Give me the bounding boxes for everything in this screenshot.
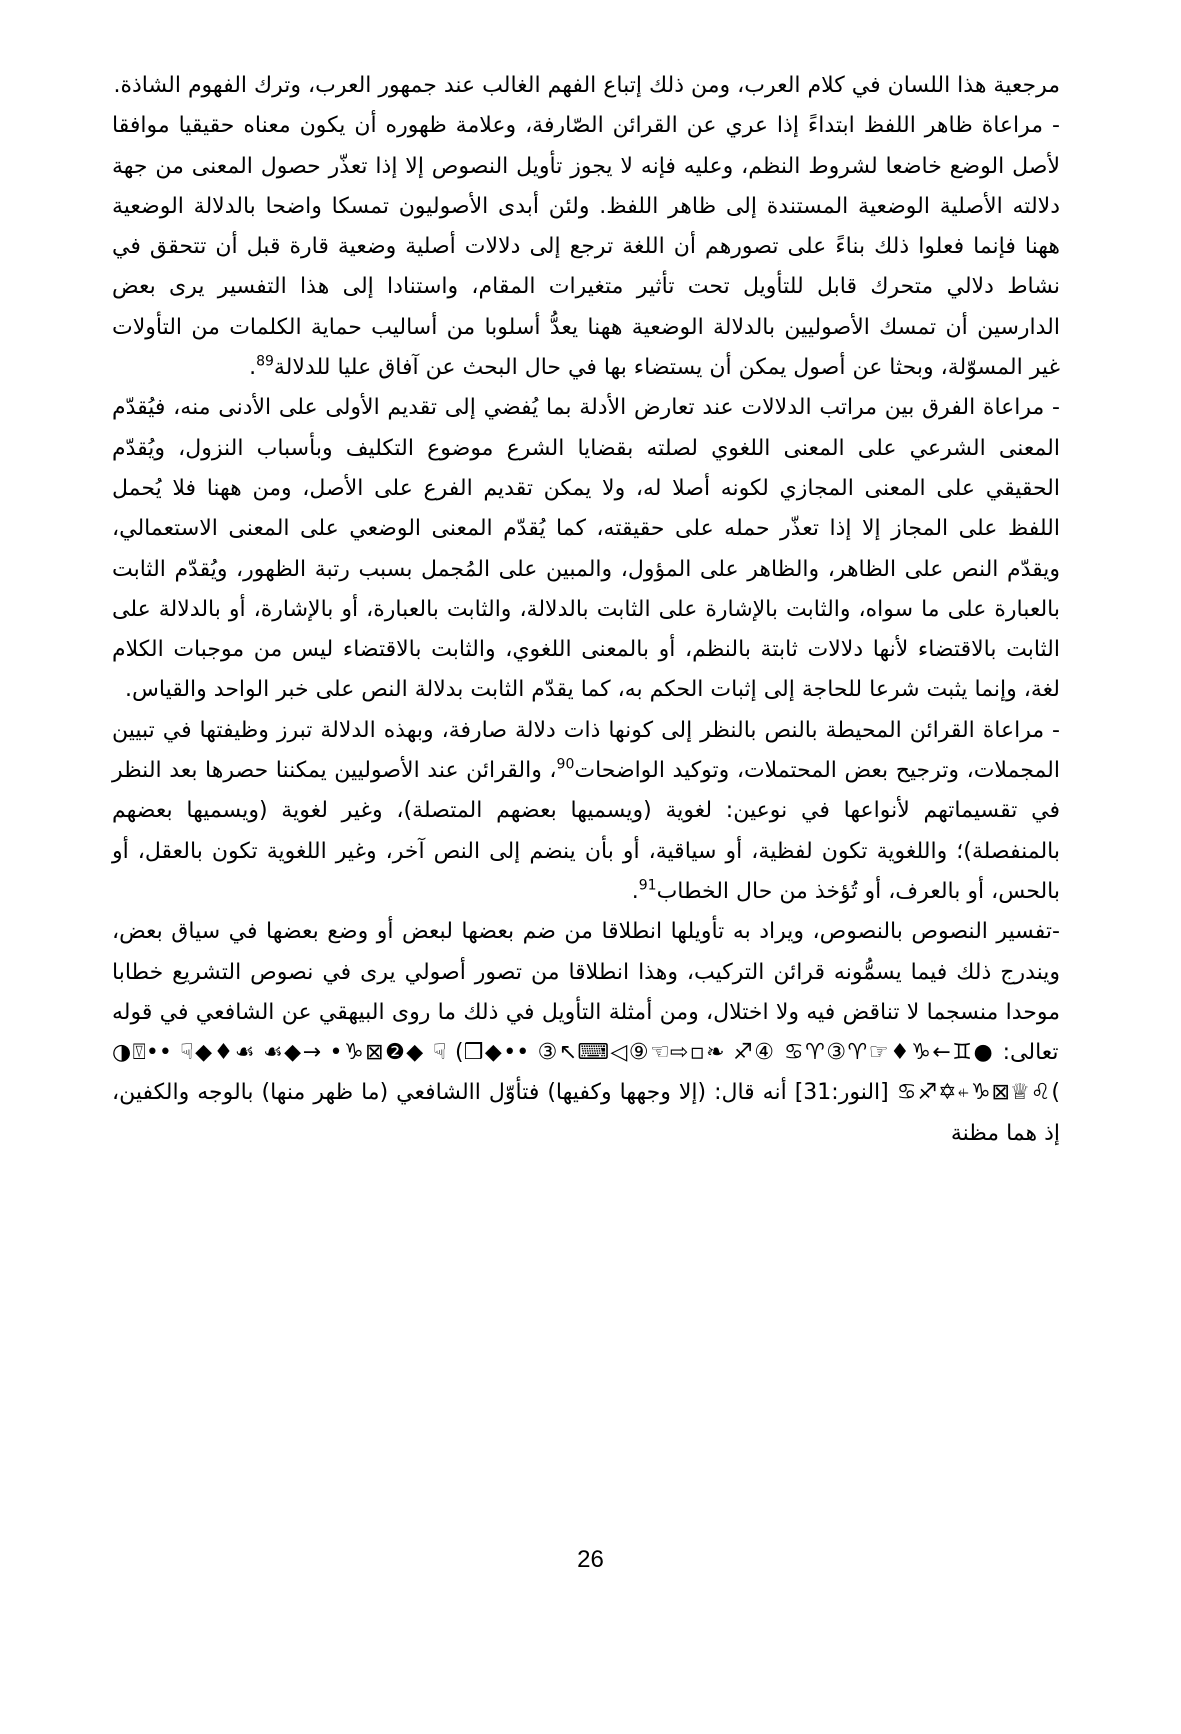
paragraph-text: - مراعاة القرائن المحيطة بالنص بالنظر إلى كونها ذات دلالة صارفة، وبهذه الدلالة تبرز وظيفتها في تبيين المجملات، وترجيح بعض المحتملات، وتوكيد الواضحات <box>112 717 1060 784</box>
paragraph-1 <box>112 66 1060 106</box>
paragraph-5 <box>112 912 1060 1154</box>
paragraph-text: مرجعية هذا اللسان في كلام العرب، ومن ذلك إتباع الفهم الغالب عند جمهور العرب، وترك الفهوم الشاذة. <box>113 73 1060 98</box>
page-number: 26 <box>577 1546 604 1573</box>
paragraph-text: -تفسير النصوص بالنصوص، ويراد به تأويلها انطلاقا من ضم بعضها لبعض أو وضع بعضها في سياق بعض، ويندرج ذلك فيما يسمُّونه قرائن التركيب، وهذا انطلاقا من تصور أصولي يرى في نصوص التشريع خطابا موحدا منسجما لا تناقض فيه ولا اختلال، ومن أمثلة التأويل في ذلك ما روى البيهقي عن الشافعي في قوله تعالى: <box>112 919 1060 1066</box>
quran-verse-glyphs-line-1: (❒◆•• ③↖⌨◁⑨☜⇨▫❧ ♐④ ♋♈③♈☞♦♑←♊● <box>455 1040 995 1066</box>
paragraph-text-end: . <box>249 355 257 381</box>
paragraph-2 <box>112 106 1060 388</box>
paragraph-text-end: . <box>631 878 639 904</box>
paragraph-text-continued: [النور:31] أنه قال: (إلا وجهها وكفيها) فتأوّل االشافعي (ما ظهر منها) بالوجه والكفين، إذ هما مظنة <box>112 1080 1060 1146</box>
footnote-ref-91[interactable]: 91 <box>638 877 657 894</box>
paragraph-text-continued: ، والقرائن عند الأصوليين يمكننا حصرها بعد النظر في تقسيماتهم لأنواعها في نوعين: لغوية (ويسميها بعضهم المتصلة)، وغير لغوية (ويسميها بعضهم بالمنفصلة)؛ واللغوية تكون لفظية، أو سياقية، أو بأن ينضم إلى النص آخر، وغير اللغوية تكون بالعقل، أو بالحس، أو بالعرف، أو تُؤخذ من حال الخطاب <box>112 758 1060 904</box>
quran-verse-glyphs-line-2: ◑⍔•• ☟◆♦☙ ☙◆→ •♑⊠❷◆ ☟♋♐✡⍅♑⊠♕♌( <box>112 1040 1060 1106</box>
footnote-ref-89[interactable]: 89 <box>256 353 274 370</box>
paragraph-4 <box>112 711 1060 912</box>
body-text <box>112 66 1060 1154</box>
paragraph-3 <box>112 388 1060 710</box>
paragraph-text: - مراعاة الفرق بين مراتب الدلالات عند تعارض الأدلة بما يُفضي إلى تقديم الأولى على الأدنى منه، فيُقدّم المعنى الشرعي على المعنى اللغوي لصلته بقضايا الشرع موضوع التكليف وبأسباب النزول، ويُقدّم الحقيقي على المعنى المجازي لكونه أصلا له، ولا يمكن تقديم الفرع على الأصل، ومن ههنا فلا يُحمل اللفظ على المجاز إلا إذا تعذّر حمله على حقيقته، كما يُقدّم المعنى الوضعي على المعنى الاستعمالي، ويقدّم النص على الظاهر، والظاهر على المؤول، والمبين على المُجمل بسبب رتبة الظهور، ويُقدّم الثابت بالعبارة على ما سواه، والثابت بالإشارة على الثابت بالدلالة، والثابت بالعبارة، أو بالإشارة، أو بالدلالة على الثابت بالاقتضاء لأنها دلالات ثابتة بالنظم، أو بالمعنى اللغوي، والثابت بالاقتضاء ليس من موجبات الكلام لغة، وإنما يثبت شرعا للحاجة إلى إثبات الحكم به، كما يقدّم الثابت بدلالة النص على خبر الواحد والقياس. <box>112 395 1060 703</box>
footnote-ref-90[interactable]: 90 <box>556 756 575 773</box>
paragraph-text: - مراعاة ظاهر اللفظ ابتداءً إذا عري عن القرائن الصّارفة، وعلامة ظهوره أن يكون معناه حقيقيا موافقا لأصل الوضع خاضعا لشروط النظم، وعليه فإنه لا يجوز تأويل النصوص إلا إذا تعذّر حصول المعنى من جهة دلالته الأصلية الوضعية المستندة إلى ظاهر اللفظ. ولئن أبدى الأصوليون تمسكا واضحا بالدلالة الوضعية ههنا فإنما فعلوا ذلك بناءً على تصورهم أن اللغة ترجع إلى دلالات أصلية وضعية قارة قبل أن تتحقق في نشاط دلالي متحرك قابل للتأويل تحت تأثير متغيرات المقام، واستنادا إلى هذا التفسير يرى بعض الدارسين أن تمسك الأصوليين بالدلالة الوضعية ههنا يعدُّ أسلوبا من أساليب حماية الكلمات من التأولات غير المسوّلة، وبحثا عن أصول يمكن أن يستضاء بها في حال البحث عن آفاق عليا للدلالة <box>112 113 1060 381</box>
